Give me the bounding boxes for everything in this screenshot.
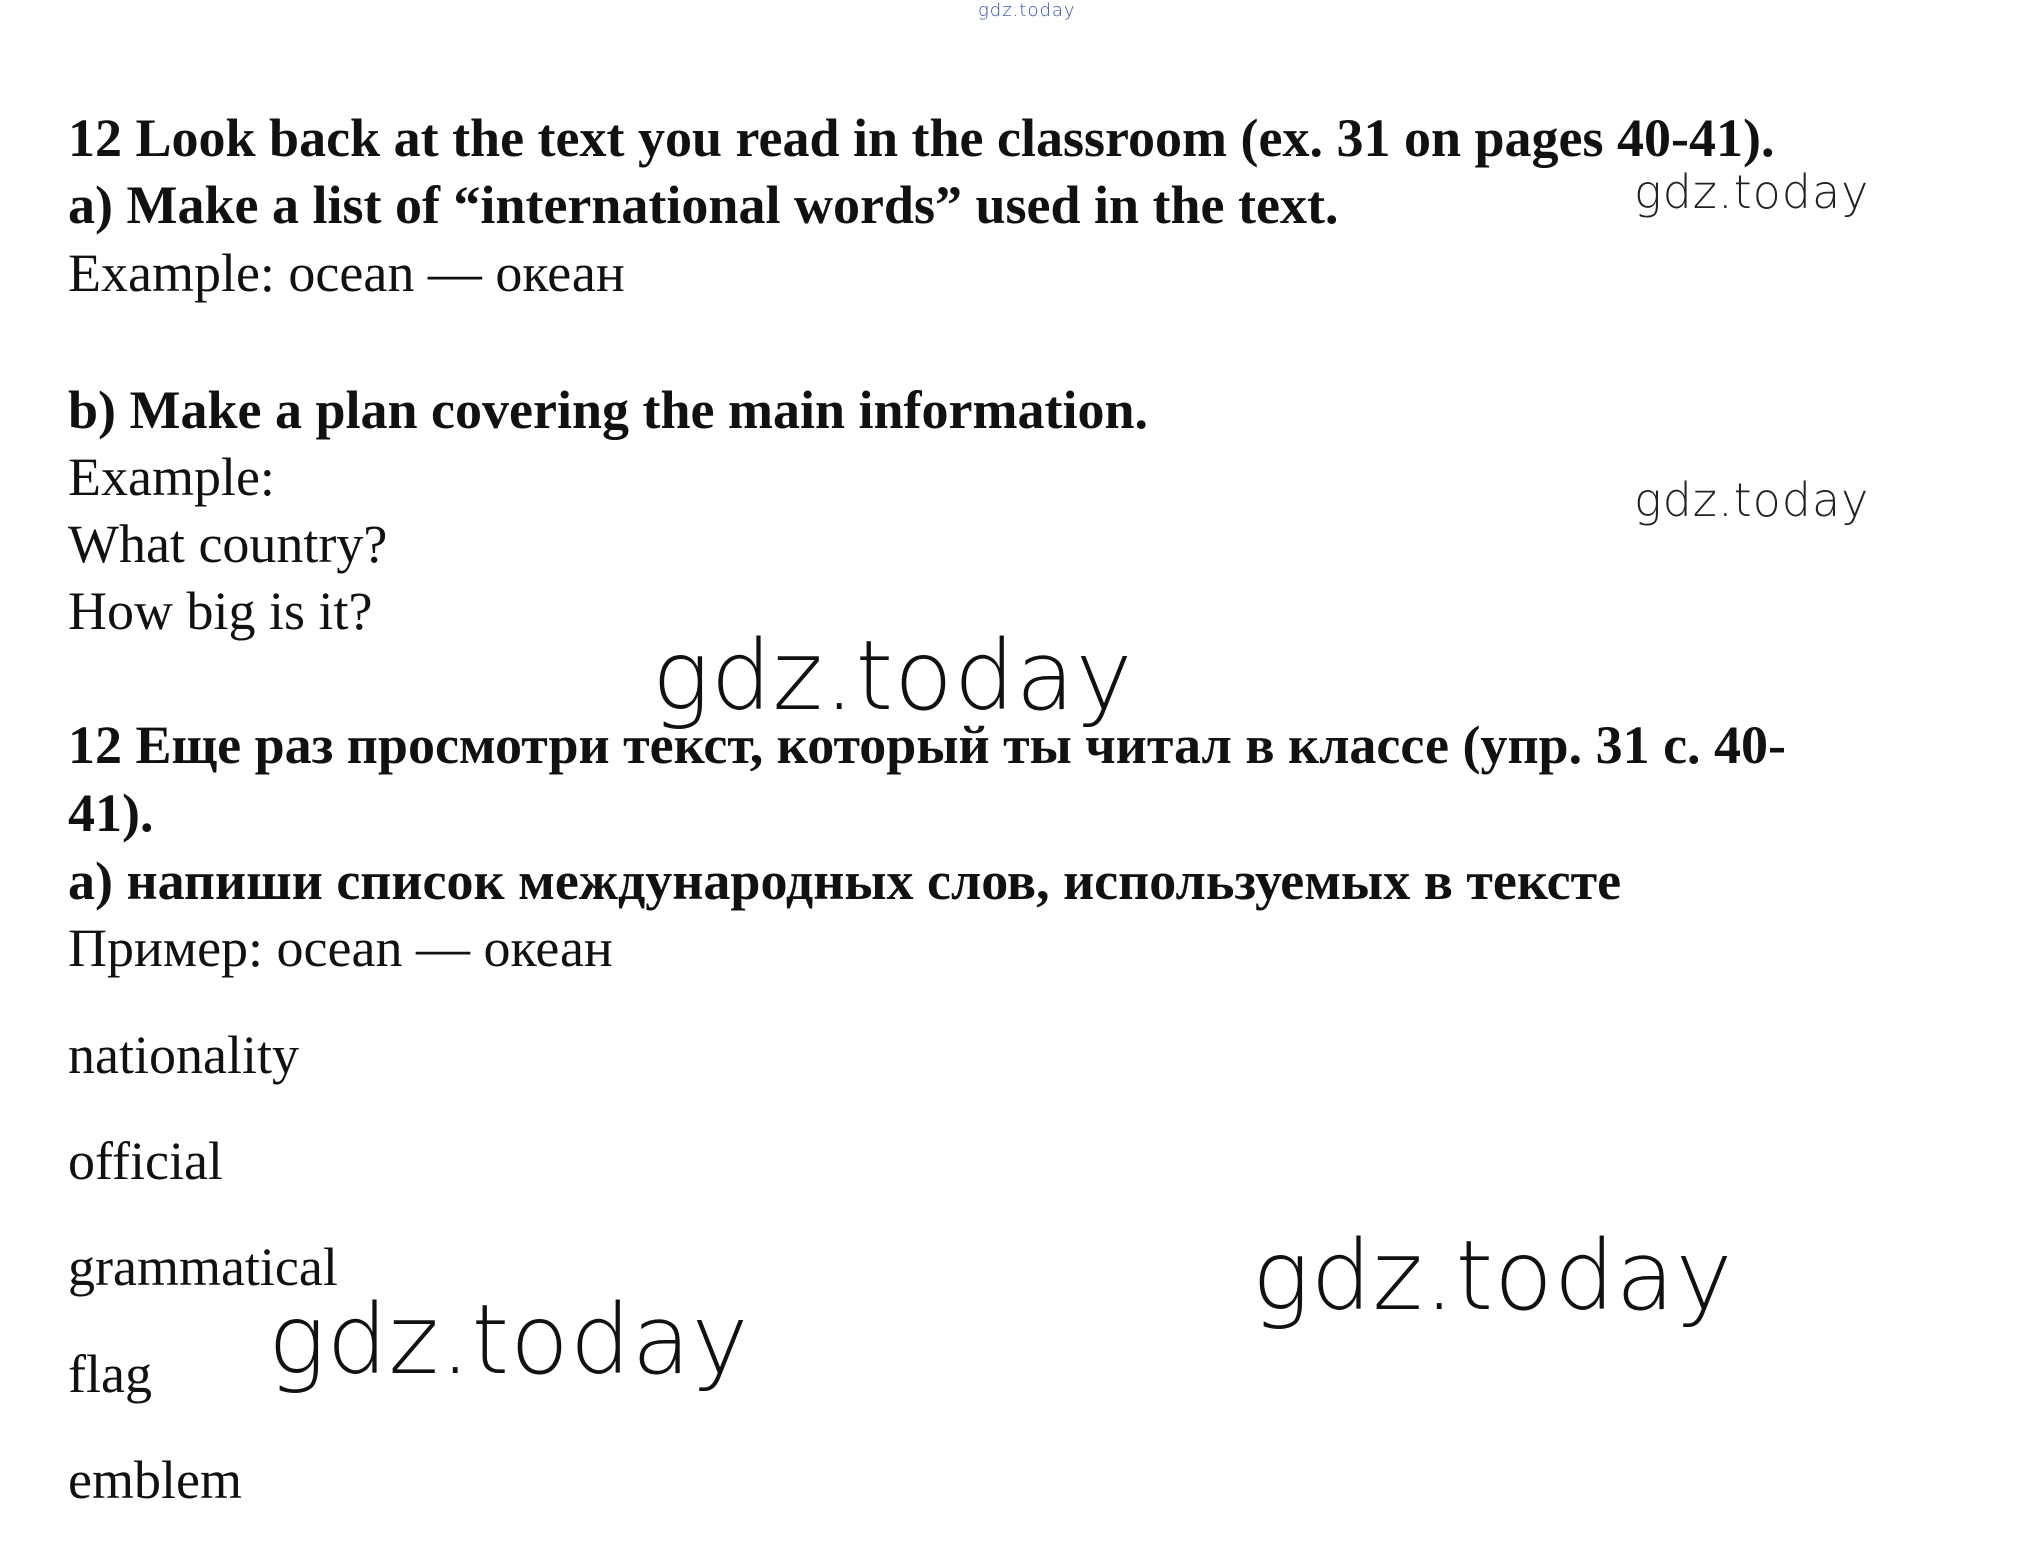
russian-heading-line1: 12 Еще раз просмотри текст, который ты читал в классе (упр. 31 с. 40- [68,715,1787,775]
english-question-2: How big is it? [68,581,373,641]
watermark-bottom-left: gdz.today [268,1284,750,1396]
watermark-right-2: gdz.today [1634,473,1870,527]
english-heading: 12 Look back at the text you read in the classroom (ex. 31 on pages 40-41). [68,108,1775,168]
russian-example: Пример: ocean — океан [68,918,613,978]
word-list-item: official [68,1131,223,1191]
watermark-top: gdz.today [978,0,1076,21]
watermark-center: gdz.today [652,620,1134,732]
english-task-b: b) Make a plan covering the main information. [68,380,1148,440]
watermark-bottom-right: gdz.today [1252,1220,1734,1332]
english-example-label: Example: [68,447,275,507]
word-list-item: flag [68,1344,152,1404]
watermark-right-1: gdz.today [1634,165,1870,219]
word-list-item: emblem [68,1450,242,1510]
russian-heading-line2: 41). [68,783,154,843]
word-list-item: nationality [68,1025,299,1085]
english-example-a: Example: ocean — океан [68,243,625,303]
russian-task-a: a) напиши список международных слов, используемых в тексте [68,851,1622,911]
english-question-1: What country? [68,514,388,574]
word-list-item: grammatical [68,1237,338,1297]
english-task-a: a) Make a list of “international words” used in the text. [68,175,1339,235]
